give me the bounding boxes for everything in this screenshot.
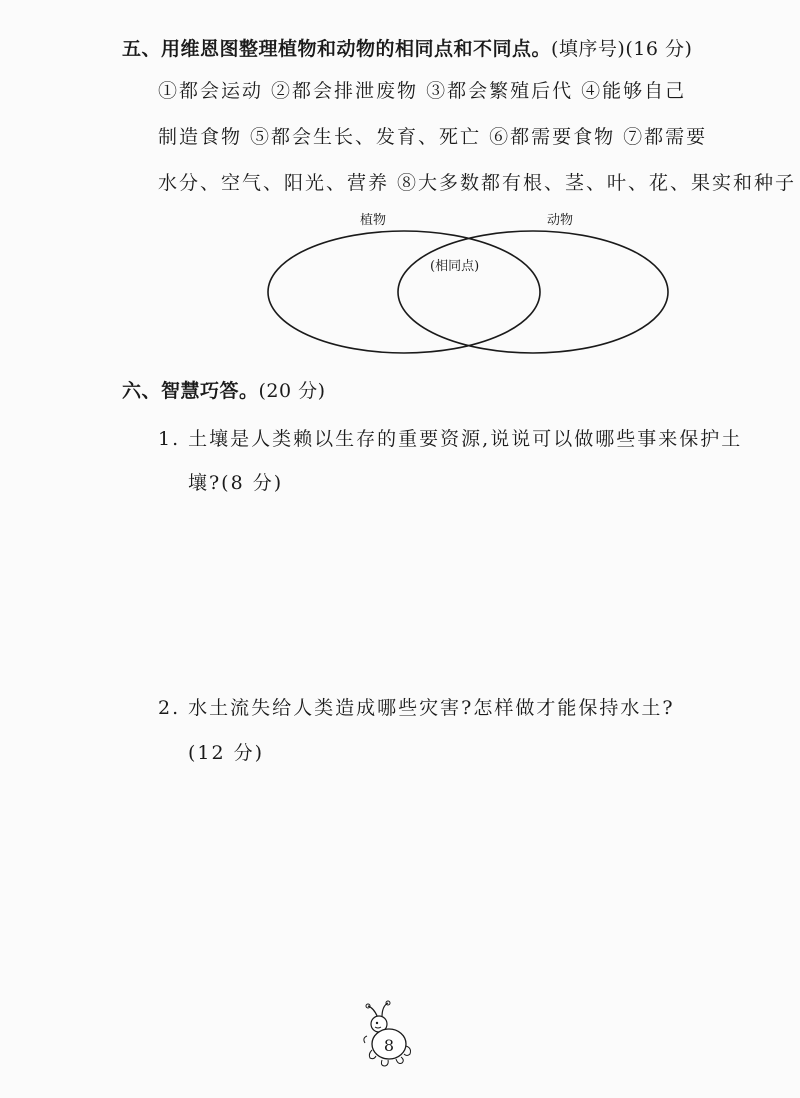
question-1-line-1: 1. 土壤是人类赖以生存的重要资源,说说可以做哪些事来保护土 [158,428,743,450]
section-5-title [122,34,692,61]
options-line-3: 水分、空气、阳光、营养 ⑧大多数都有根、茎、叶、花、果实和种子 [158,172,797,194]
section-6-title-text: 六、智慧巧答。 [122,380,259,402]
section-6-title [122,376,326,403]
plant-ellipse [268,231,540,353]
margin-bracket [0,266,6,284]
options-line-2: 制造食物 ⑤都会生长、发育、死亡 ⑥都需要食物 ⑦都需要 [158,126,708,148]
question-2-line-2: (12 分) [188,742,265,764]
margin-bracket [0,407,6,425]
margin-bracket [0,547,6,565]
venn-label-plants: 植物 [360,213,387,228]
margin-bracket [0,641,6,659]
margin-bracket [0,500,6,518]
left-margin-brackets [0,0,8,1098]
options-line-1: ①都会运动 ②都会排泄废物 ③都会繁殖后代 ④能够自己 [158,80,687,102]
venn-svg [262,205,682,360]
margin-bracket [0,219,6,237]
venn-diagram [262,205,682,360]
section-5-title-suffix: (填序号)(16 分) [551,38,693,60]
margin-bracket [0,172,6,190]
section-5-title-text: 五、用维恩图整理植物和动物的相同点和不同点。 [122,38,552,60]
section-6-title-suffix: (20 分) [258,380,326,402]
question-1-line-2: 壤?(8 分) [188,472,284,494]
margin-bracket [0,313,6,331]
question-2-line-1: 2. 水土流失给人类造成哪些灾害?怎样做才能保持水土? [158,697,675,719]
page-number: 8 [383,1036,395,1055]
margin-bracket [0,360,6,378]
margin-bracket [0,594,6,612]
animal-ellipse [398,231,668,353]
ladybug-mascot-icon [352,1000,432,1070]
venn-label-animals: 动物 [547,213,574,228]
venn-label-common: (相同点) [430,259,480,274]
